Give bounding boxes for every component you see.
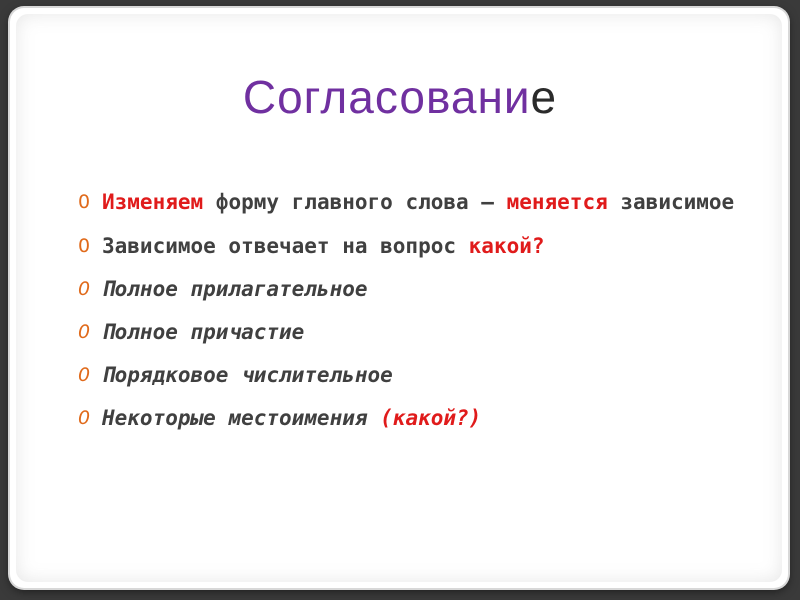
- bullet-item: [78, 229, 758, 263]
- bullet-highlight: Изменяем: [102, 190, 204, 214]
- bullet-marker: 0: [78, 321, 91, 343]
- bullet-marker: 0: [78, 364, 91, 386]
- bullet-marker: 0: [78, 235, 91, 257]
- bullet-text: Полное причастие: [102, 320, 305, 344]
- bullet-marker: 0: [78, 407, 91, 429]
- bullet-text: Порядковое числительное: [102, 363, 393, 387]
- bullet-text: форму главного слова –: [203, 190, 507, 214]
- bullet-item: [78, 315, 758, 349]
- bullet-item: [78, 401, 758, 435]
- bullet-text: Полное прилагательное: [102, 277, 368, 301]
- bullet-list: [78, 184, 758, 444]
- bullet-highlight: (какой?): [380, 406, 482, 430]
- slide-title-tail: е: [530, 71, 558, 123]
- slide-title-main: Согласовани: [242, 71, 531, 123]
- bullet-marker: 0: [78, 278, 91, 300]
- bullet-text: Некоторые местоимения: [102, 406, 381, 430]
- bullet-highlight: меняется: [506, 190, 608, 214]
- bullet-text: Зависимое отвечает на вопрос: [102, 234, 469, 258]
- bullet-highlight: какой?: [468, 234, 545, 258]
- bullet-item: [78, 358, 758, 392]
- bullet-text: зависимое: [607, 190, 735, 214]
- bullet-item: [78, 184, 758, 220]
- slide-title: [0, 70, 800, 124]
- bullet-marker: 0: [78, 191, 91, 213]
- bullet-item: [78, 272, 758, 306]
